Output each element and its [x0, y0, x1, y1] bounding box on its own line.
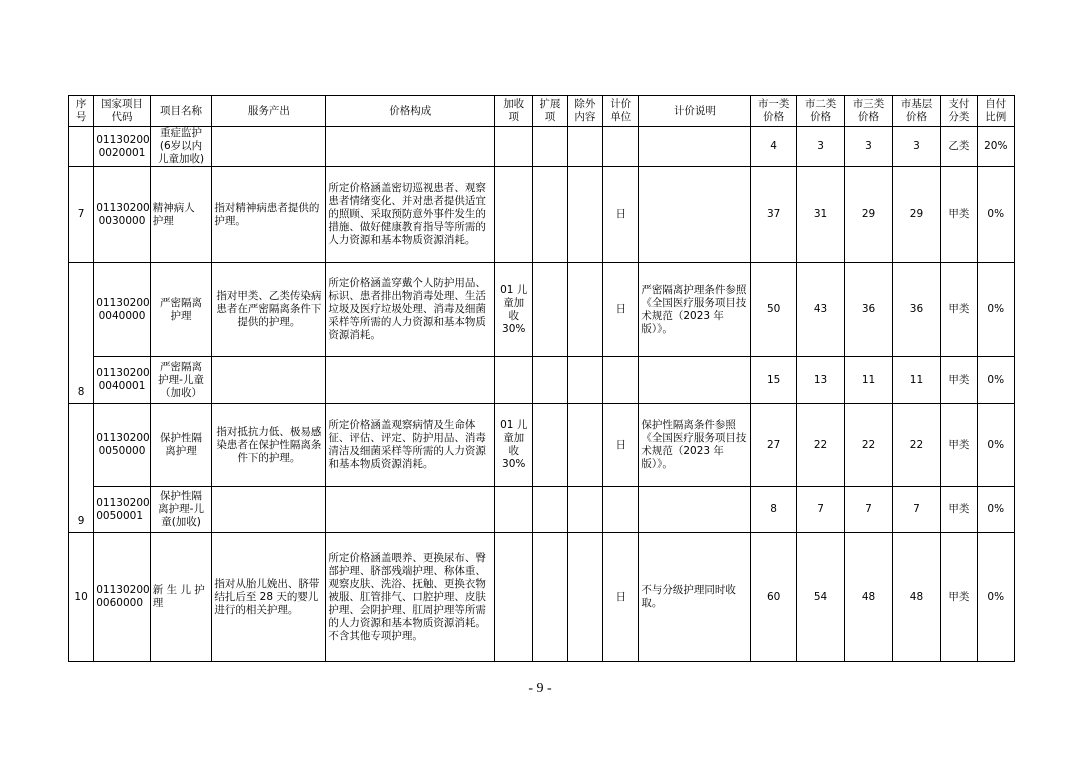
grassroots-price-cell: 11 [892, 357, 940, 404]
seq-cell: 9 [69, 404, 94, 533]
grassroots-price-cell: 22 [892, 404, 940, 487]
code-cell: 01130200 0030000 [94, 167, 151, 263]
notes-cell: 不与分级护理同时收取。 [639, 533, 751, 662]
city1-price-cell: 37 [751, 167, 796, 263]
table-row [69, 357, 1015, 404]
notes-cell: 保护性隔离条件参照《全国医疗服务项目技术规范（2023 年版）》。 [639, 404, 751, 487]
header-row [69, 96, 1015, 127]
extension-cell [533, 127, 567, 167]
city3-price-cell: 22 [845, 404, 892, 487]
unit-cell [603, 357, 639, 404]
header-grassroots-price: 市基层 价格 [892, 96, 940, 127]
service-cell [212, 127, 326, 167]
item-name-cell: 精神病人 护理 [150, 167, 212, 263]
city2-price-cell: 31 [796, 167, 844, 263]
code-cell: 01130200 0060000 [94, 533, 151, 662]
notes-cell [639, 167, 751, 263]
extension-cell [533, 167, 567, 263]
item-name-cell: 重症监护 (6岁以内 儿童加收) [150, 127, 212, 167]
page-number: - 9 - [528, 681, 552, 696]
notes-cell [639, 487, 751, 533]
unit-cell: 日 [603, 404, 639, 487]
header-city3-price: 市三类 价格 [845, 96, 892, 127]
item-name-cell: 保护性隔 离护理 [150, 404, 212, 487]
city3-price-cell: 3 [845, 127, 892, 167]
item-name-cell: 新 生 儿 护 理 [150, 533, 212, 662]
header-unit: 计价 单位 [603, 96, 639, 127]
header-surcharge: 加收 项 [495, 96, 533, 127]
unit-cell: 日 [603, 263, 639, 357]
exclusions-cell [567, 533, 602, 662]
self-pay-ratio-cell: 20% [977, 127, 1014, 167]
city1-price-cell: 50 [751, 263, 796, 357]
table-row [69, 127, 1015, 167]
city3-price-cell: 48 [845, 533, 892, 662]
city1-price-cell: 8 [751, 487, 796, 533]
city1-price-cell: 15 [751, 357, 796, 404]
composition-cell [326, 357, 495, 404]
service-cell: 指对精神病患者提供的护理。 [212, 167, 326, 263]
header-name: 项目名称 [150, 96, 212, 127]
header-city2-price: 市二类 价格 [796, 96, 844, 127]
table-row [69, 487, 1015, 533]
seq-cell: 7 [69, 167, 94, 263]
surcharge-cell [495, 487, 533, 533]
header-exclusions: 除外 内容 [567, 96, 602, 127]
composition-cell [326, 127, 495, 167]
code-cell: 01130200 0050000 [94, 404, 151, 487]
notes-cell: 严密隔离护理条件参照《全国医疗服务项目技术规范（2023 年版）》。 [639, 263, 751, 357]
unit-cell: 日 [603, 167, 639, 263]
surcharge-cell [495, 167, 533, 263]
city3-price-cell: 29 [845, 167, 892, 263]
table-row [69, 167, 1015, 263]
self-pay-ratio-cell: 0% [977, 404, 1014, 487]
city1-price-cell: 60 [751, 533, 796, 662]
table-row [69, 533, 1015, 662]
table-row [69, 263, 1015, 357]
unit-cell [603, 127, 639, 167]
header-city1-price: 市一类 价格 [751, 96, 796, 127]
table-row [69, 404, 1015, 487]
surcharge-cell: 01 儿 童加 收 30% [495, 263, 533, 357]
composition-cell [326, 487, 495, 533]
surcharge-cell [495, 357, 533, 404]
header-payment-category: 支付 分类 [941, 96, 977, 127]
service-cell [212, 357, 326, 404]
unit-cell [603, 487, 639, 533]
header-extension: 扩展 项 [533, 96, 567, 127]
header-notes: 计价说明 [639, 96, 751, 127]
grassroots-price-cell: 7 [892, 487, 940, 533]
service-cell: 指对抵抗力低、极易感染患者在保护性隔离条件下的护理。 [212, 404, 326, 487]
city2-price-cell: 7 [796, 487, 844, 533]
service-cell [212, 487, 326, 533]
exclusions-cell [567, 167, 602, 263]
composition-cell: 所定价格涵盖喂养、更换尿布、臀部护理、脐部残端护理、称体重、观察皮肤、洗浴、抚触、更换衣物被服、肛管排气、口腔护理、皮肤护理、会阴护理、肛周护理等所需的人力资源和基本物质资源消耗。不含其他专项护理。 [326, 533, 495, 662]
self-pay-ratio-cell: 0% [977, 533, 1014, 662]
surcharge-cell [495, 127, 533, 167]
item-name-cell: 严密隔离 护理 [150, 263, 212, 357]
surcharge-cell: 01 儿 童加 收 30% [495, 404, 533, 487]
header-self-pay-ratio: 自付 比例 [977, 96, 1014, 127]
payment-category-cell: 甲类 [941, 263, 977, 357]
price-table [68, 95, 1015, 662]
code-cell: 01130200 0050001 [94, 487, 151, 533]
payment-category-cell: 甲类 [941, 167, 977, 263]
grassroots-price-cell: 29 [892, 167, 940, 263]
seq-cell [69, 127, 94, 167]
extension-cell [533, 533, 567, 662]
code-cell: 01130200 0040001 [94, 357, 151, 404]
city1-price-cell: 27 [751, 404, 796, 487]
header-seq: 序 号 [69, 96, 94, 127]
composition-cell: 所定价格涵盖穿戴个人防护用品、标识、患者排出物消毒处理、生活垃圾及医疗垃圾处理、消毒及细菌采样等所需的人力资源和基本物质资源消耗。 [326, 263, 495, 357]
city2-price-cell: 43 [796, 263, 844, 357]
self-pay-ratio-cell: 0% [977, 167, 1014, 263]
self-pay-ratio-cell: 0% [977, 263, 1014, 357]
city2-price-cell: 3 [796, 127, 844, 167]
item-name-cell: 保护性隔 离护理-儿 童(加收) [150, 487, 212, 533]
header-service: 服务产出 [212, 96, 326, 127]
header-code: 国家项目 代码 [94, 96, 151, 127]
city2-price-cell: 54 [796, 533, 844, 662]
city2-price-cell: 22 [796, 404, 844, 487]
service-cell: 指对甲类、乙类传染病患者在严密隔离条件下提供的护理。 [212, 263, 326, 357]
composition-cell: 所定价格涵盖观察病情及生命体征、评估、评定、防护用品、消毒清洁及细菌采样等所需的人力资源和基本物质资源消耗。 [326, 404, 495, 487]
payment-category-cell: 甲类 [941, 533, 977, 662]
seq-cell: 10 [69, 533, 94, 662]
exclusions-cell [567, 487, 602, 533]
header-price-composition: 价格构成 [326, 96, 495, 127]
extension-cell [533, 487, 567, 533]
payment-category-cell: 甲类 [941, 487, 977, 533]
extension-cell [533, 263, 567, 357]
notes-cell [639, 127, 751, 167]
extension-cell [533, 357, 567, 404]
self-pay-ratio-cell: 0% [977, 357, 1014, 404]
code-cell: 01130200 0040000 [94, 263, 151, 357]
city3-price-cell: 36 [845, 263, 892, 357]
payment-category-cell: 甲类 [941, 404, 977, 487]
city1-price-cell: 4 [751, 127, 796, 167]
code-cell: 01130200 0020001 [94, 127, 151, 167]
notes-cell [639, 357, 751, 404]
extension-cell [533, 404, 567, 487]
item-name-cell: 严密隔离 护理-儿童 （加收） [150, 357, 212, 404]
surcharge-cell [495, 533, 533, 662]
exclusions-cell [567, 127, 602, 167]
city3-price-cell: 11 [845, 357, 892, 404]
city2-price-cell: 13 [796, 357, 844, 404]
exclusions-cell [567, 357, 602, 404]
grassroots-price-cell: 48 [892, 533, 940, 662]
payment-category-cell: 乙类 [941, 127, 977, 167]
grassroots-price-cell: 36 [892, 263, 940, 357]
self-pay-ratio-cell: 0% [977, 487, 1014, 533]
unit-cell: 日 [603, 533, 639, 662]
payment-category-cell: 甲类 [941, 357, 977, 404]
service-cell: 指对从胎儿娩出、脐带结扎后至 28 天的婴儿进行的相关护理。 [212, 533, 326, 662]
seq-cell: 8 [69, 263, 94, 404]
composition-cell: 所定价格涵盖密切巡视患者、观察患者情绪变化、并对患者提供适宜的照顾、采取预防意外事件发生的措施、做好健康教育指导等所需的人力资源和基本物质资源消耗。 [326, 167, 495, 263]
exclusions-cell [567, 404, 602, 487]
exclusions-cell [567, 263, 602, 357]
city3-price-cell: 7 [845, 487, 892, 533]
grassroots-price-cell: 3 [892, 127, 940, 167]
